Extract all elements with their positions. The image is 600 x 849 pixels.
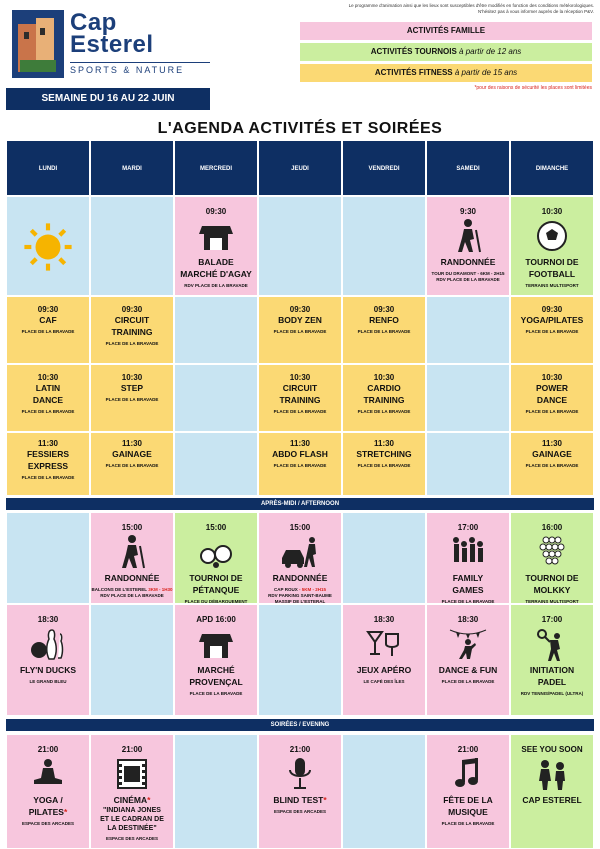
empty-cell (6, 512, 90, 604)
activity-location: RDV TENNIS/PADEL (ULTRA) (520, 691, 584, 696)
activity-cell (90, 296, 174, 364)
kids-icon (532, 756, 572, 792)
activity-time: 15:00 (121, 523, 143, 532)
activity-time: 11:30 (541, 439, 563, 448)
activity-location: PLACE DE LA BRAVADE (357, 463, 411, 468)
day-header-vendredi: VENDREDI (342, 140, 426, 196)
day-header-mardi: MARDI (90, 140, 174, 196)
day-header-jeudi: JEUDI (258, 140, 342, 196)
day-header-samedi: SAMEDI (426, 140, 510, 196)
activity-location: PLACE DE LA BRAVADE (189, 691, 243, 696)
activity-name: RANDONNÉE (440, 257, 496, 267)
activity-name: CARDIO TRAINING (363, 383, 405, 405)
activity-cell (426, 512, 510, 604)
activity-cell (90, 734, 174, 849)
activity-location: PLACE DE LA BRAVADE (21, 409, 75, 414)
dancer-icon (448, 626, 488, 662)
activity-cell (510, 734, 594, 849)
activity-name: FLY'N DUCKS (19, 665, 77, 675)
limited-places-asterisk: * (63, 807, 68, 817)
activity-location: ESPACE DES ARCADES (105, 836, 158, 841)
activity-name: RENFO (369, 315, 399, 325)
empty-cell (90, 196, 174, 296)
activity-time: 09:30 (541, 305, 563, 314)
activity-name: STEP (120, 383, 144, 393)
activity-location: PLACE DE LA BRAVADE (357, 409, 411, 414)
activity-cell (510, 364, 594, 432)
activity-location: CAP ROUX - 5KM - 2H15 (274, 587, 326, 592)
activity-cell (510, 604, 594, 716)
activity-time: 21:00 (457, 745, 479, 754)
activity-cell (258, 432, 342, 496)
activity-name: TOURNOI DE MOLKKY (525, 573, 579, 595)
activity-location: LE CAFÉ DES ÎLES (363, 679, 405, 684)
activity-name: STRETCHING (356, 449, 412, 459)
activity-location: ESPACE DES ARCADES (273, 809, 326, 814)
activity-time: 09:30 (121, 305, 143, 314)
activity-location: TERRAINS MULTISPORT (525, 283, 579, 288)
activity-cell (426, 196, 510, 296)
activity-location: TERRAINS MULTISPORT (525, 599, 579, 604)
legend-tournois: ACTIVITÉS TOURNOIS à partir de 12 ans (300, 43, 592, 61)
activity-location: BALCONS DE L'ESTEREL 3KM - 1H30 (91, 587, 173, 592)
film-icon (112, 756, 152, 792)
disclaimer-note: Le programme d'animation ainsi que les lieux sont susceptibles d'être modifiés en fonction des conditions météorologiques. N'hésitez pas à vous informer auprès de la réception P&V. (348, 3, 594, 14)
bowling-icon (28, 626, 68, 662)
activity-location: PLACE DE LA BRAVADE (525, 329, 579, 334)
brand-tagline: SPORTS & NATURE (70, 62, 210, 75)
activity-time: 17:00 (541, 615, 563, 624)
hiker-icon (448, 218, 488, 254)
activity-location: LE GRAND BLEU (29, 679, 67, 684)
film-title: "INDIANA JONES ET LE CADRAN DE LA DESTINÉE" (100, 807, 164, 832)
activity-cell (258, 364, 342, 432)
activity-location: PLACE DE LA BRAVADE (105, 397, 159, 402)
activity-name: ABDO FLASH (272, 449, 328, 459)
activity-cell (426, 604, 510, 716)
activity-name: DANCE & FUN (438, 665, 498, 675)
empty-cell (426, 296, 510, 364)
logo-building-icon (12, 10, 64, 78)
legend-fitness: ACTIVITÉS FITNESS à partir de 15 ans (300, 64, 592, 82)
activity-cell (342, 296, 426, 364)
hiker-icon (112, 534, 152, 570)
music-note-icon (448, 756, 488, 792)
activity-cell (258, 734, 342, 849)
meditation-icon (28, 756, 68, 792)
activity-name: MARCHÉ PROVENÇAL (189, 665, 243, 687)
empty-cell (342, 196, 426, 296)
activity-time: 18:30 (37, 615, 59, 624)
activity-name: CAP ESTEREL (522, 795, 582, 805)
activity-name: CIRCUIT TRAINING (279, 383, 321, 405)
activity-time: APD 16:00 (196, 615, 236, 624)
activity-cell (6, 604, 90, 716)
activity-time: 15:00 (205, 523, 227, 532)
empty-cell (90, 604, 174, 716)
activity-location: PLACE DE LA BRAVADE (441, 599, 495, 604)
activity-cell (342, 604, 426, 716)
activity-location: PLACE DE LA BRAVADE (105, 341, 159, 346)
activity-name: FESSIERS EXPRESS (26, 449, 70, 471)
activity-time: 10:30 (37, 373, 59, 382)
activity-name: TOURNOI DE FOOTBALL (525, 257, 579, 279)
activity-time: 09:30 (289, 305, 311, 314)
activity-time: 09:30 (373, 305, 395, 314)
activity-location: RDV PLACE DE LA BRAVADE (184, 283, 248, 288)
empty-cell (342, 512, 426, 604)
activity-name: CINÉMA* (113, 795, 151, 805)
activity-time: 21:00 (121, 745, 143, 754)
activity-name: CIRCUIT TRAINING (111, 315, 153, 337)
activity-distance: - 5KM - 2H15 (297, 587, 326, 592)
activity-time: 18:30 (373, 615, 395, 624)
brand-name: Cap Esterel (70, 9, 154, 58)
activity-location: PLACE DE LA BRAVADE (21, 475, 75, 480)
day-header-mercredi: MERCREDI (174, 140, 258, 196)
activity-location: PLACE DE LA BRAVADE (273, 329, 327, 334)
empty-cell (426, 364, 510, 432)
empty-cell (258, 196, 342, 296)
activity-location: PLACE DE LA BRAVADE (273, 409, 327, 414)
activity-meeting-point: RDV PLACE DE LA BRAVADE (100, 593, 164, 598)
activity-location: PLACE DE LA BRAVADE (273, 463, 327, 468)
empty-cell (174, 432, 258, 496)
activity-cell (174, 512, 258, 604)
empty-cell (174, 364, 258, 432)
football-icon (532, 218, 572, 254)
activity-time: 10:30 (289, 373, 311, 382)
activity-location: PLACE DE LA BRAVADE (441, 679, 495, 684)
activity-time: SEE YOU SOON (521, 745, 583, 754)
activity-name: BALADE MARCHÉ D'AGAY (180, 257, 252, 279)
empty-cell (258, 604, 342, 716)
molkky-icon (532, 534, 572, 570)
market-stall-icon (196, 218, 236, 254)
cocktail-icon (364, 626, 404, 662)
microphone-icon (280, 756, 320, 792)
activity-time: 10:30 (541, 373, 563, 382)
activity-name: FAMILY GAMES (452, 573, 484, 595)
activity-cell (426, 734, 510, 849)
activity-cell (6, 734, 90, 849)
limited-places-asterisk: * (147, 795, 151, 805)
day-header-lundi: LUNDI (6, 140, 90, 196)
activity-name: INITIATION PADEL (529, 665, 575, 687)
activity-time: 11:30 (373, 439, 395, 448)
car-hiker-icon (280, 534, 320, 570)
activity-time: 11:30 (37, 439, 59, 448)
activity-name: GAINAGE (112, 449, 152, 459)
activity-name: CAF (39, 315, 57, 325)
activity-time: 10:30 (373, 373, 395, 382)
activity-time: 09:30 (37, 305, 59, 314)
activity-name: RANDONNÉE (104, 573, 160, 583)
activity-cell (510, 512, 594, 604)
separator-afternoon: APRÈS-MIDI / AFTERNOON (6, 498, 594, 510)
activity-location: ESPACE DES ARCADES (21, 821, 74, 826)
limited-places-asterisk: * (323, 795, 327, 805)
activity-location: PLACE DE LA BRAVADE (525, 409, 579, 414)
activity-name: LATIN DANCE (32, 383, 64, 405)
activity-location: PLACE DE LA BRAVADE (357, 329, 411, 334)
activity-location: PLACE DU DÉBARQUEMENT (184, 599, 248, 604)
safety-note: *pour des raisons de sécurité les places sont limitées (474, 85, 592, 91)
activity-time: 10:30 (541, 207, 563, 216)
activity-location: PLACE DE LA BRAVADE (21, 329, 75, 334)
activity-time: 21:00 (37, 745, 59, 754)
empty-cell (174, 296, 258, 364)
activity-name: RANDONNÉE (272, 573, 328, 583)
activity-name: YOGA / PILATES* (28, 795, 68, 817)
activity-cell (174, 196, 258, 296)
petanque-icon (196, 534, 236, 570)
empty-cell (342, 734, 426, 849)
activity-distance: 3KM - 1H30 (146, 587, 173, 592)
activity-cell (6, 364, 90, 432)
activity-cell (6, 432, 90, 496)
week-banner: SEMAINE DU 16 AU 22 JUIN (6, 88, 210, 110)
empty-cell (426, 432, 510, 496)
activity-location: PLACE DE LA BRAVADE (525, 463, 579, 468)
activity-meeting-point: RDV PARKING SAINT-BAUME (268, 593, 332, 598)
empty-cell (174, 734, 258, 849)
separator-evening: SOIRÉES / EVENING (6, 719, 594, 731)
activity-time: 16:00 (541, 523, 563, 532)
activity-cell (258, 512, 342, 604)
day-header-dimanche: DIMANCHE (510, 140, 594, 196)
activity-name: GAINAGE (532, 449, 572, 459)
activity-location: TOUR DU DRAMONT - 6KM - 2H15 (431, 271, 505, 276)
activity-time: 11:30 (121, 439, 143, 448)
activity-cell (342, 364, 426, 432)
family-icon (448, 534, 488, 570)
activity-time: 9:30 (459, 207, 476, 216)
activity-time: 09:30 (205, 207, 227, 216)
activity-time: 18:30 (457, 615, 479, 624)
activity-cell (342, 432, 426, 496)
activity-cell (90, 364, 174, 432)
activity-time: 21:00 (289, 745, 311, 754)
sun-icon (20, 222, 76, 272)
activity-cell (510, 432, 594, 496)
empty-cell (6, 196, 90, 296)
activity-time: 17:00 (457, 523, 479, 532)
activity-name: BLIND TEST* (273, 795, 327, 805)
legend-famille: ACTIVITÉS FAMILLE (300, 22, 592, 40)
activity-name: TOURNOI DE PÉTANQUE (189, 573, 243, 595)
activity-name: YOGA/PILATES (520, 315, 584, 325)
activity-cell (174, 604, 258, 716)
activity-cell (90, 512, 174, 604)
activity-cell (6, 296, 90, 364)
activity-location: PLACE DE LA BRAVADE (441, 821, 495, 826)
activity-meeting-point: RDV PLACE DE LA BRAVADE (436, 277, 500, 282)
activity-name: FÊTE DE LA MUSIQUE (443, 795, 493, 817)
brand-logo (12, 10, 212, 82)
market-stall-icon (196, 626, 236, 662)
activity-name: JEUX APÉRO (356, 665, 412, 675)
activity-meeting-point-detail: MASSIF DE L'ESTERAL (274, 599, 326, 604)
activity-time: 15:00 (289, 523, 311, 532)
activity-name: POWER DANCE (535, 383, 569, 405)
activity-cell (510, 296, 594, 364)
activity-time: 11:30 (289, 439, 311, 448)
activity-cell (90, 432, 174, 496)
activity-cell (510, 196, 594, 296)
activity-name: BODY ZEN (278, 315, 322, 325)
page-title: L'AGENDA ACTIVITÉS ET SOIRÉES (157, 120, 443, 137)
activity-time: 10:30 (121, 373, 143, 382)
activity-location: PLACE DE LA BRAVADE (105, 463, 159, 468)
activity-cell (258, 296, 342, 364)
padel-icon (532, 626, 572, 662)
